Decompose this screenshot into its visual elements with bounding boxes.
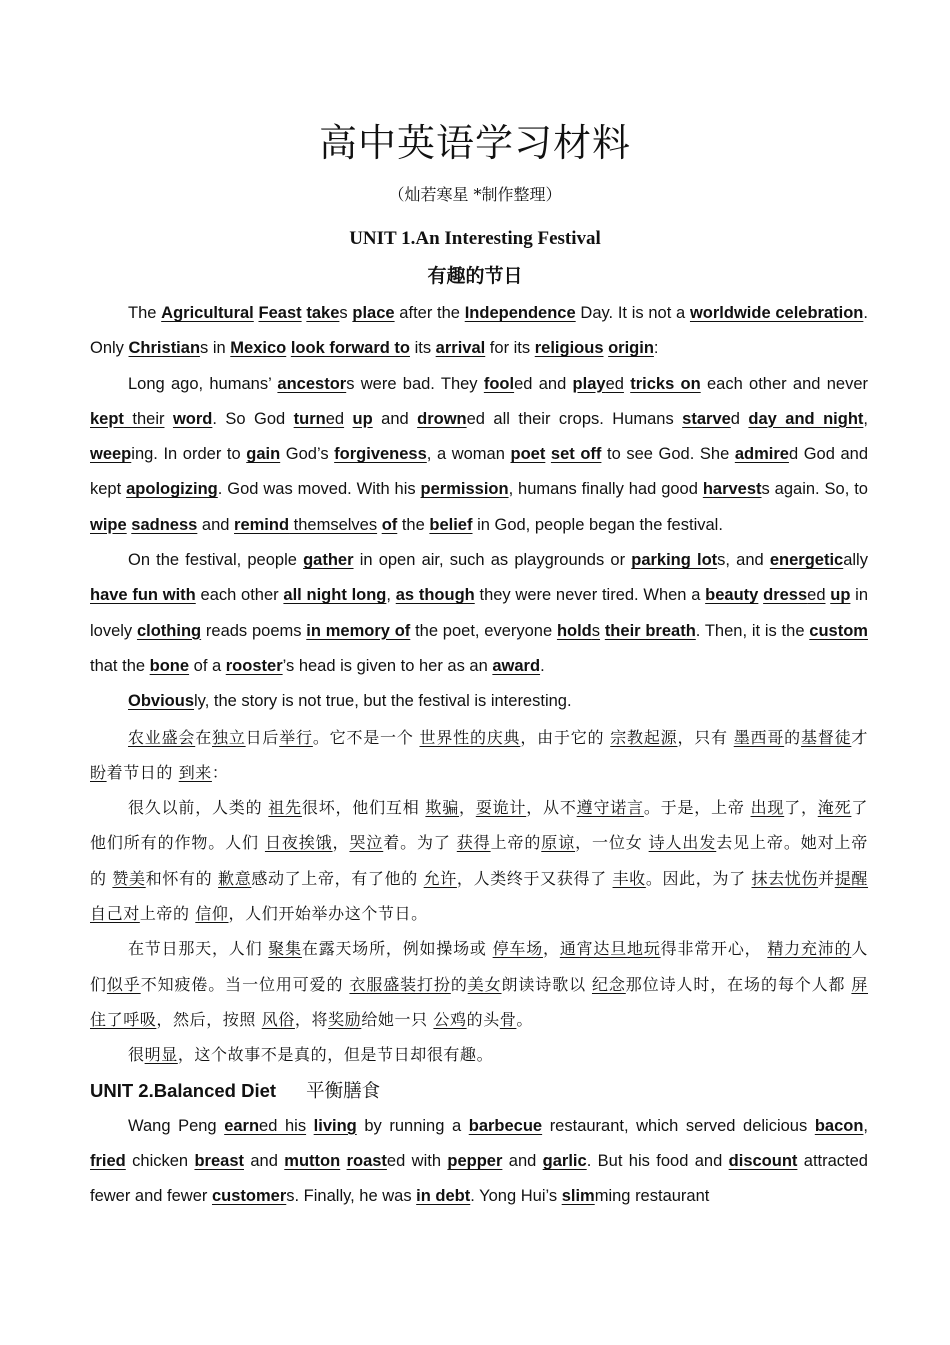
underlined-text: 明显 — [144, 1045, 178, 1065]
vocab-term: harvest — [702, 480, 762, 499]
text-run: d — [730, 409, 749, 428]
vocab-term: living — [313, 1116, 357, 1135]
text-run: in God, people began the festival. — [472, 515, 723, 534]
vocab-term: permission — [420, 480, 509, 499]
text-run: 不知疲倦。当一位用可爱的 — [140, 974, 350, 994]
vocab-term: starve — [682, 409, 731, 428]
text-run: of a — [189, 656, 226, 675]
text-run: ，然后，按照 — [156, 1009, 262, 1029]
underlined-text: 公鸡 — [433, 1009, 467, 1029]
text-run: . Only — [90, 304, 868, 358]
vocab-term: bone — [149, 656, 190, 675]
vocab-term: roast — [346, 1152, 387, 1171]
text-run: and — [372, 409, 418, 428]
underlined-text: 遵守诺言 — [576, 798, 644, 818]
text-run: and — [244, 1152, 285, 1171]
underlined-text: 赞美 — [112, 868, 146, 888]
vocab-term: play — [572, 374, 606, 393]
text-run: 和怀有的 — [145, 868, 219, 888]
text-run: s. Finally, he was — [286, 1187, 417, 1206]
underlined-text: 出现 — [750, 798, 785, 818]
text-run: each other — [195, 586, 284, 605]
underlined-text: 停车场 — [492, 939, 544, 959]
vocab-term: poet — [510, 445, 546, 464]
vocab-term: have fun with — [90, 586, 196, 605]
vocab-term: clothing — [136, 621, 202, 640]
underlined-text: 聚集 — [268, 939, 302, 959]
text-run: 着节日的 — [106, 762, 179, 782]
text-run: ing. In order to — [131, 445, 247, 464]
text-run: 给她一只 — [361, 1009, 434, 1029]
unit1-translation-4 — [90, 1037, 868, 1072]
text-run: . — [540, 656, 545, 675]
vocab-term: custom — [809, 621, 868, 640]
underlined-text: 奖励 — [328, 1009, 362, 1029]
unit1-paragraph-1 — [90, 296, 868, 367]
text-run: for its — [485, 339, 535, 358]
underlined-text: 衣服盛装打扮 — [349, 974, 451, 994]
text-run: d God and kept — [90, 445, 868, 499]
vocab-term: remind — [234, 515, 290, 534]
vocab-term: earn — [224, 1116, 260, 1135]
vocab-term: discount — [728, 1152, 798, 1171]
text-run: God’s — [280, 445, 335, 464]
text-run: after the — [394, 304, 465, 322]
text-run: 的头 — [466, 1009, 500, 1029]
text-run: 。因此，为了 — [645, 868, 752, 888]
vocab-term: arrival — [435, 339, 486, 358]
text-run: Wang Peng — [128, 1116, 225, 1135]
unit1-translation-2 — [90, 790, 868, 931]
vocab-term: drown — [417, 409, 467, 428]
vocab-term: up — [830, 586, 851, 605]
vocab-term: energetic — [769, 551, 844, 570]
text-run — [164, 410, 172, 428]
text-run: s in — [200, 339, 231, 358]
vocab-term: breast — [194, 1152, 244, 1171]
text-run: to see God. She — [601, 445, 735, 464]
underlined-text: 提醒自己对 — [90, 868, 869, 924]
vocab-term: customer — [211, 1187, 287, 1206]
unit2-heading — [90, 1073, 868, 1109]
underlined-text: 允许 — [423, 868, 457, 888]
vocab-term: pepper — [447, 1152, 503, 1171]
unit1-title-en: UNIT 1.An Interesting Festival — [349, 228, 601, 249]
text-run: attracted fewer and fewer — [90, 1152, 868, 1206]
underlined-text: s — [591, 621, 601, 640]
text-run: in lovely — [90, 586, 869, 640]
underlined-text: 通宵达旦地玩 — [559, 939, 661, 959]
text-run: , — [863, 1116, 868, 1135]
underlined-text: 欺骗 — [425, 798, 460, 818]
underlined-text: 盼 — [90, 762, 107, 782]
vocab-term: look forward to — [290, 339, 410, 358]
text-run: each other and never — [700, 374, 868, 393]
vocab-term: barbecue — [468, 1116, 543, 1135]
vocab-term: mutton — [284, 1152, 341, 1171]
underlined-text: 获得 — [456, 833, 491, 853]
underlined-text: 屏住了呼吸 — [90, 974, 869, 1029]
vocab-term: sadness — [131, 515, 198, 534]
vocab-term: fried — [90, 1152, 126, 1171]
text-run: 上帝的 — [139, 904, 196, 924]
underlined-text: themselves — [289, 515, 378, 534]
vocab-term: in memory of — [306, 621, 411, 640]
text-run: that the — [90, 656, 150, 675]
underlined-text: ed — [325, 409, 345, 428]
underlined-text: 原谅 — [541, 833, 576, 853]
text-run: ming restaurant — [594, 1187, 710, 1206]
text-run: its — [410, 339, 436, 358]
underlined-text: ed his — [259, 1116, 307, 1135]
unit1-title-zh: 有趣的节日 — [427, 265, 523, 287]
vocab-term: award — [492, 656, 541, 675]
text-run: ，人们开始举办这个节日。 — [228, 904, 428, 924]
text-run: by running a — [356, 1116, 469, 1135]
text-run: , — [863, 409, 868, 428]
underlined-text: 诗人出发 — [648, 833, 717, 853]
underlined-text: 淹死 — [817, 798, 852, 818]
underlined-text: 纪念 — [591, 974, 626, 994]
underlined-text: 宗教起源 — [610, 727, 678, 747]
text-run: 在露天场所，例如操场或 — [301, 939, 493, 959]
vocab-term: all night long — [283, 586, 387, 605]
text-run: 的 — [784, 727, 801, 747]
vocab-term: their breath — [604, 621, 696, 640]
underlined-text: 抹去忧伤 — [751, 868, 819, 888]
text-run: . But his food and — [586, 1152, 729, 1171]
unit1-paragraph-4 — [90, 684, 868, 719]
text-run: s again. So, to — [761, 480, 868, 499]
text-run: Long ago, humans’ — [128, 374, 278, 393]
text-run: . So God — [212, 409, 294, 428]
underlined-text: 基督徒 — [800, 727, 852, 747]
text-run: : — [653, 339, 659, 358]
document-body — [90, 296, 868, 1215]
text-run: ed all their crops. Humans — [466, 409, 683, 428]
underlined-text: 世界性的庆典 — [419, 727, 521, 747]
text-run: the poet, everyone — [410, 621, 557, 640]
vocab-term: word — [172, 409, 213, 428]
vocab-term: Christian — [128, 339, 201, 358]
vocab-term: apologizing — [126, 480, 218, 499]
underlined-text: 独立 — [212, 727, 246, 747]
vocab-term: fool — [483, 374, 515, 393]
underlined-text: 墨西哥 — [733, 727, 785, 747]
text-run: 。于是，上帝 — [643, 798, 751, 818]
underlined-text: 到来 — [178, 762, 212, 782]
text-run: and — [502, 1152, 543, 1171]
underlined-text: ed — [605, 374, 624, 393]
vocab-term: Mexico — [230, 339, 287, 358]
text-run: 很久以前，人类的 — [128, 798, 269, 818]
text-run: ，由于它的 — [520, 727, 611, 747]
text-run: ed and — [514, 374, 573, 393]
text-run: 才 — [851, 727, 868, 747]
vocab-term: turn — [293, 409, 326, 428]
vocab-term: day and night — [748, 409, 864, 428]
unit2-title-zh: 平衡膳食 — [306, 1080, 381, 1102]
page-subtitle: （灿若寒星 *制作整理） — [388, 185, 562, 204]
text-run: ，只有 — [677, 727, 734, 747]
vocab-term: wipe — [90, 515, 127, 534]
vocab-term: parking lot — [631, 551, 718, 570]
text-run: in open air, such as playgrounds or — [353, 551, 632, 570]
text-run: . God was moved. With his — [217, 480, 421, 499]
vocab-term: weep — [90, 445, 132, 464]
text-run: , a woman — [426, 445, 511, 464]
underlined-text: 似乎 — [106, 974, 141, 994]
vocab-term: bacon — [814, 1116, 864, 1135]
underlined-text: 美女 — [467, 974, 502, 994]
vocab-term: of — [381, 515, 398, 534]
vocab-term: ancestor — [277, 374, 347, 393]
vocab-term: rooster — [225, 656, 283, 675]
text-run: 日后 — [245, 727, 280, 747]
text-run: 上帝的 — [490, 833, 542, 853]
text-run: 了他们所有的作物。人们 — [90, 798, 868, 853]
underlined-text: 精力充沛的 — [767, 939, 852, 959]
text-run: ，将 — [294, 1009, 329, 1029]
text-run — [306, 1117, 314, 1135]
vocab-term: as though — [395, 586, 475, 605]
vocab-term: religious — [534, 339, 604, 358]
vocab-term: take — [306, 304, 340, 322]
vocab-term: gain — [246, 445, 281, 464]
text-run: ’s head is given to her as an — [282, 656, 493, 675]
text-run: 感动了上帝，有了他的 — [251, 868, 424, 888]
text-run: 朗读诗歌以 — [501, 974, 592, 994]
text-run: 得非常开心， — [660, 939, 768, 959]
vocab-term: admire — [734, 445, 789, 464]
underlined-text: ed — [807, 586, 826, 605]
text-run: ally — [843, 551, 868, 570]
text-run: 着。为了 — [383, 833, 457, 853]
vocab-term: set off — [550, 445, 602, 464]
unit1-paragraph-2 — [90, 367, 868, 543]
text-run: Day. It is not a — [575, 304, 690, 322]
text-run: the — [397, 515, 430, 534]
vocab-term: dress — [763, 586, 808, 605]
vocab-term: garlic — [542, 1152, 587, 1171]
text-run: ，从不 — [526, 798, 577, 818]
text-run: 人们 — [90, 939, 868, 994]
vocab-term: Obvious — [128, 692, 195, 711]
underlined-text: 丰收 — [612, 868, 646, 888]
unit1-translation-3 — [90, 931, 868, 1037]
text-run: 很 — [128, 1045, 145, 1065]
underlined-text: 骨 — [499, 1009, 517, 1029]
text-run: The — [128, 304, 162, 322]
underlined-text: 歉意 — [218, 868, 252, 888]
text-run: , — [386, 586, 396, 605]
underlined-text: their — [123, 409, 165, 428]
vocab-term: in debt — [416, 1187, 471, 1206]
vocab-term: slim — [561, 1187, 595, 1206]
text-run: 的 — [450, 974, 468, 994]
text-run: 并 — [818, 868, 835, 888]
underlined-text: 耍诡计 — [475, 798, 527, 818]
page-title: 高中英语学习材料 — [318, 121, 631, 165]
text-run: s — [339, 304, 353, 322]
text-run: ： — [211, 762, 229, 782]
text-run: 。 — [516, 1009, 534, 1029]
vocab-term: belief — [429, 515, 473, 534]
text-run: 在 — [195, 727, 213, 747]
text-run: 。它不是一个 — [312, 727, 420, 747]
text-run: restaurant, which served delicious — [542, 1116, 815, 1135]
text-run: 了， — [784, 798, 818, 818]
underlined-text: 农业盛会 — [128, 727, 196, 747]
vocab-term: beauty — [705, 586, 759, 605]
text-run: 那位诗人时，在场的每个人都 — [625, 974, 852, 994]
vocab-term: origin — [608, 339, 654, 358]
text-run: s, and — [717, 551, 770, 570]
underlined-text: 信仰 — [195, 904, 229, 924]
vocab-term: Feast — [258, 304, 302, 322]
text-run: 在节日那天，人们 — [128, 939, 269, 959]
text-run: 很坏，他们互相 — [301, 798, 426, 818]
text-run: 去见上帝。她对上帝的 — [90, 833, 868, 888]
text-run — [344, 410, 352, 428]
underlined-text: 日夜挨饿 — [264, 833, 333, 853]
vocab-term: up — [352, 409, 373, 428]
unit2-title-en: UNIT 2.Balanced Diet — [90, 1079, 277, 1101]
text-run: ， — [459, 798, 476, 818]
underlined-text: 哭泣 — [349, 833, 384, 853]
text-run: they were never tired. When a — [474, 586, 706, 605]
text-run: ，这个故事不是真的，但是节日却很有趣。 — [177, 1045, 494, 1065]
text-run: s were bad. They — [346, 374, 484, 393]
unit1-translation-1 — [90, 720, 868, 791]
vocab-term: Agricultural — [161, 304, 254, 322]
text-run: ， — [332, 833, 350, 853]
text-run: ed with — [386, 1152, 448, 1171]
text-run: , humans finally had good — [508, 480, 703, 499]
text-run: . Then, it is the — [695, 621, 810, 640]
underlined-text: 风俗 — [261, 1009, 295, 1029]
unit1-paragraph-3 — [90, 543, 868, 684]
text-run: reads poems — [201, 621, 307, 640]
text-run: ，一位女 — [575, 833, 649, 853]
vocab-term: Independence — [464, 304, 576, 322]
vocab-term: place — [352, 304, 395, 322]
text-run: and — [197, 515, 235, 534]
text-run: chicken — [125, 1152, 195, 1171]
vocab-term: gather — [303, 551, 354, 570]
unit2-paragraph-1 — [90, 1109, 868, 1215]
text-run: ly, the story is not true, but the festival is interesting. — [194, 692, 572, 711]
text-run: ， — [543, 939, 560, 959]
underlined-text: 祖先 — [268, 798, 302, 818]
text-run: ，人类终于又获得了 — [456, 868, 613, 888]
text-run: . Yong Hui’s — [470, 1187, 562, 1206]
vocab-term: worldwide celebration — [689, 304, 864, 322]
underlined-text: 举行 — [279, 727, 313, 747]
vocab-term: kept — [90, 409, 124, 428]
vocab-term: hold — [556, 621, 592, 640]
text-run: On the festival, people — [128, 551, 304, 570]
vocab-term: tricks on — [630, 374, 701, 393]
vocab-term: forgiveness — [334, 445, 427, 464]
